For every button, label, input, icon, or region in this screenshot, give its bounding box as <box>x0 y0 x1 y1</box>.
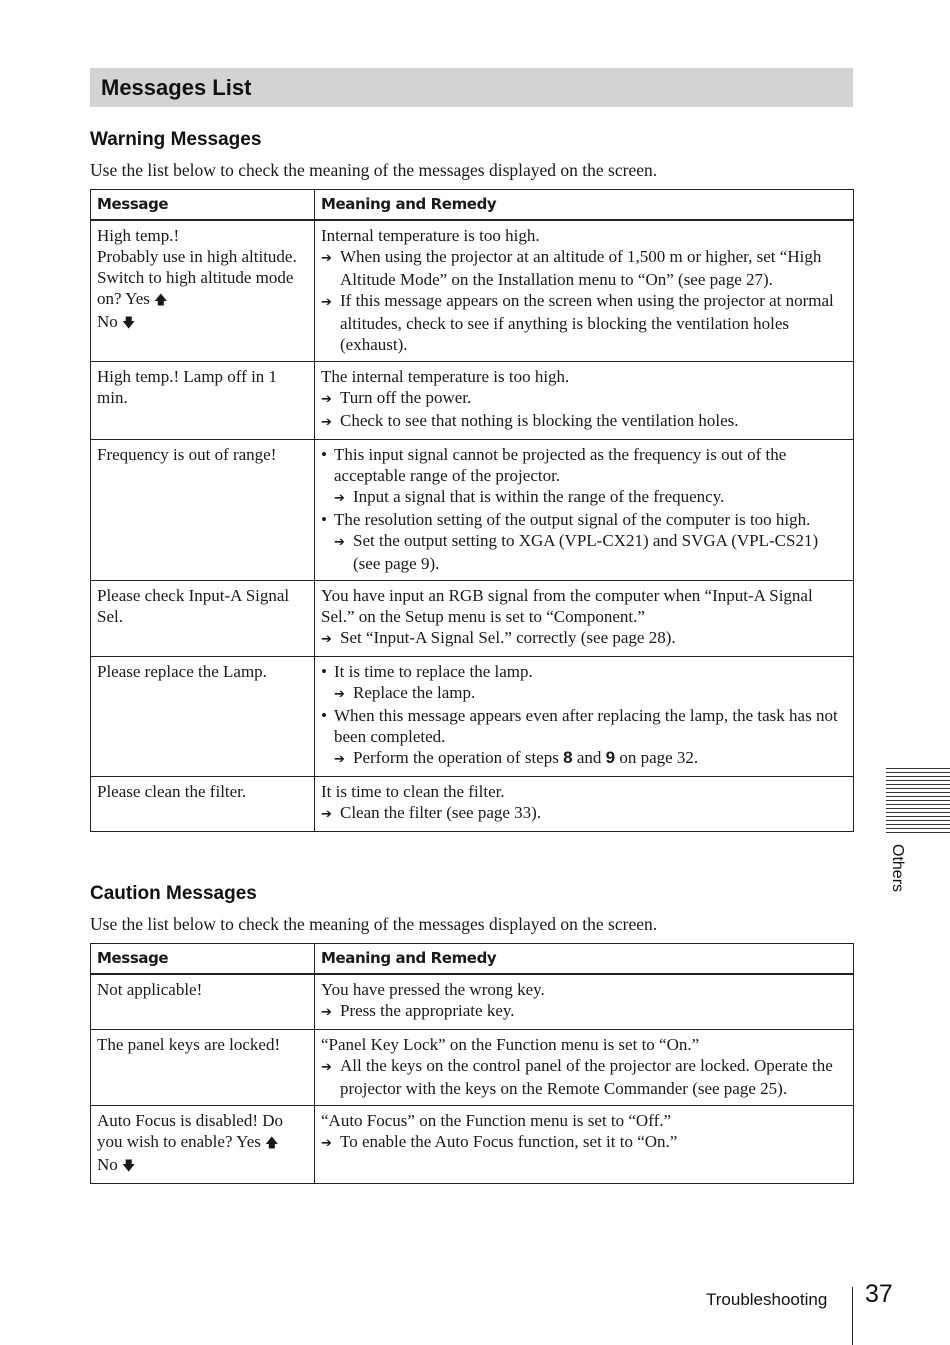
remedy-item: ➔ When using the projector at an altitude of 1,500 m or higher, set “High Altitude Mode” on the Installation menu to “On” (see page 27). <box>321 246 847 290</box>
footer-divider <box>852 1287 853 1345</box>
up-arrow-icon: 🡅 <box>265 1136 279 1151</box>
meaning-cell <box>315 1106 854 1184</box>
message-cell: Please replace the Lamp. <box>91 657 315 777</box>
table-row <box>91 581 854 657</box>
message-cell: Please clean the filter. <box>91 777 315 832</box>
table-row <box>91 974 854 1030</box>
bullet-item: • When this message appears even after replacing the lamp, the task has not been completed. <box>321 705 847 747</box>
side-tab-label: Others <box>889 844 906 893</box>
column-header-message: Message <box>91 190 315 221</box>
message-cell: High temp.! Lamp off in 1 min. <box>91 362 315 440</box>
meaning-text: “Panel Key Lock” on the Function menu is set to “On.” <box>321 1035 700 1054</box>
footer-section-label: Troubleshooting <box>706 1290 828 1309</box>
message-cell: Not applicable! <box>91 974 315 1030</box>
caution-heading: Caution Messages <box>90 883 257 904</box>
caution-section <box>90 882 853 1184</box>
meaning-cell <box>315 1030 854 1106</box>
column-header-message: Message <box>91 944 315 975</box>
remedy-item: ➔ Check to see that nothing is blocking the ventilation holes. <box>321 410 847 433</box>
bullet-item: • The resolution setting of the output signal of the computer is too high. <box>321 509 847 530</box>
remedy-item: ➔ All the keys on the control panel of the projector are locked. Operate the projector with the keys on the Remote Commander (see page 25). <box>321 1055 847 1099</box>
meaning-cell <box>315 440 854 581</box>
remedy-item: ➔ Clean the filter (see page 33). <box>321 802 847 825</box>
message-text: No <box>97 312 118 331</box>
warning-table <box>90 189 854 832</box>
meaning-cell <box>315 777 854 832</box>
remedy-item: ➔ To enable the Auto Focus function, set it to “On.” <box>321 1131 847 1154</box>
message-cell <box>91 220 315 362</box>
message-text: High temp.! <box>97 226 180 245</box>
meaning-cell <box>315 362 854 440</box>
warning-heading: Warning Messages <box>90 129 262 150</box>
remedy-item: ➔ Input a signal that is within the range of the frequency. <box>321 486 847 509</box>
meaning-text: Internal temperature is too high. <box>321 226 540 245</box>
message-cell: Please check Input-A Signal Sel. <box>91 581 315 657</box>
remedy-text: Perform the operation of steps <box>353 748 559 767</box>
remedy-item: ➔ Set the output setting to XGA (VPL-CX21) and SVGA (VPL-CS21) (see page 9). <box>321 530 847 574</box>
table-row <box>91 777 854 832</box>
remedy-item: ➔ Press the appropriate key. <box>321 1000 847 1023</box>
remedy-item: ➔ Set “Input-A Signal Sel.” correctly (see page 28). <box>321 627 847 650</box>
meaning-cell <box>315 974 854 1030</box>
remedy-text: on page 32. <box>619 748 699 767</box>
table-header-row <box>91 190 854 221</box>
column-header-meaning: Meaning and Remedy <box>315 944 854 975</box>
table-row <box>91 657 854 777</box>
message-cell: Frequency is out of range! <box>91 440 315 581</box>
remedy-text: and <box>576 748 602 767</box>
table-row <box>91 1106 854 1184</box>
side-tab <box>886 768 950 893</box>
table-row <box>91 1030 854 1106</box>
message-text: Auto Focus is disabled! Do you wish to enable? Yes <box>97 1111 284 1151</box>
warning-section <box>90 128 853 832</box>
page-title-bar <box>90 68 853 107</box>
meaning-text: The internal temperature is too high. <box>321 367 570 386</box>
remedy-item: ➔ Replace the lamp. <box>321 682 847 705</box>
meaning-text: You have pressed the wrong key. <box>321 980 545 999</box>
column-header-meaning: Meaning and Remedy <box>315 190 854 221</box>
meaning-text: It is time to clean the filter. <box>321 782 505 801</box>
remedy-item: ➔ Turn off the power. <box>321 387 847 410</box>
side-tab-lines <box>886 768 950 834</box>
caution-table <box>90 943 854 1184</box>
table-row <box>91 440 854 581</box>
page-title: Messages List <box>101 75 252 100</box>
message-cell: The panel keys are locked! <box>91 1030 315 1106</box>
meaning-cell <box>315 657 854 777</box>
meaning-cell <box>315 581 854 657</box>
message-text: No <box>97 1155 118 1174</box>
down-arrow-icon: 🡇 <box>122 1159 136 1174</box>
table-header-row <box>91 944 854 975</box>
up-arrow-icon: 🡅 <box>154 293 168 308</box>
meaning-text: “Auto Focus” on the Function menu is set to “Off.” <box>321 1111 672 1130</box>
bullet-item: • It is time to replace the lamp. <box>321 661 847 682</box>
page-number: 37 <box>865 1280 893 1308</box>
caution-intro: Use the list below to check the meaning of the messages displayed on the screen. <box>90 914 658 934</box>
message-text: Probably use in high altitude. Switch to high altitude mode on? Yes <box>97 247 297 308</box>
meaning-cell <box>315 220 854 362</box>
remedy-item <box>321 747 847 770</box>
warning-intro: Use the list below to check the meaning of the messages displayed on the screen. <box>90 160 658 180</box>
step-number: 9 <box>605 748 616 767</box>
remedy-item: ➔ If this message appears on the screen when using the projector at normal altitudes, check to see if anything is blocking the ventilation holes (exhaust). <box>321 290 847 355</box>
table-row <box>91 362 854 440</box>
message-cell <box>91 1106 315 1184</box>
down-arrow-icon: 🡇 <box>122 316 136 331</box>
bullet-item: • This input signal cannot be projected as the frequency is out of the acceptable range of the projector. <box>321 444 847 486</box>
meaning-text: You have input an RGB signal from the computer when “Input-A Signal Sel.” on the Setup menu is set to “Component.” <box>321 586 813 626</box>
step-number: 8 <box>563 748 573 767</box>
table-row <box>91 220 854 362</box>
